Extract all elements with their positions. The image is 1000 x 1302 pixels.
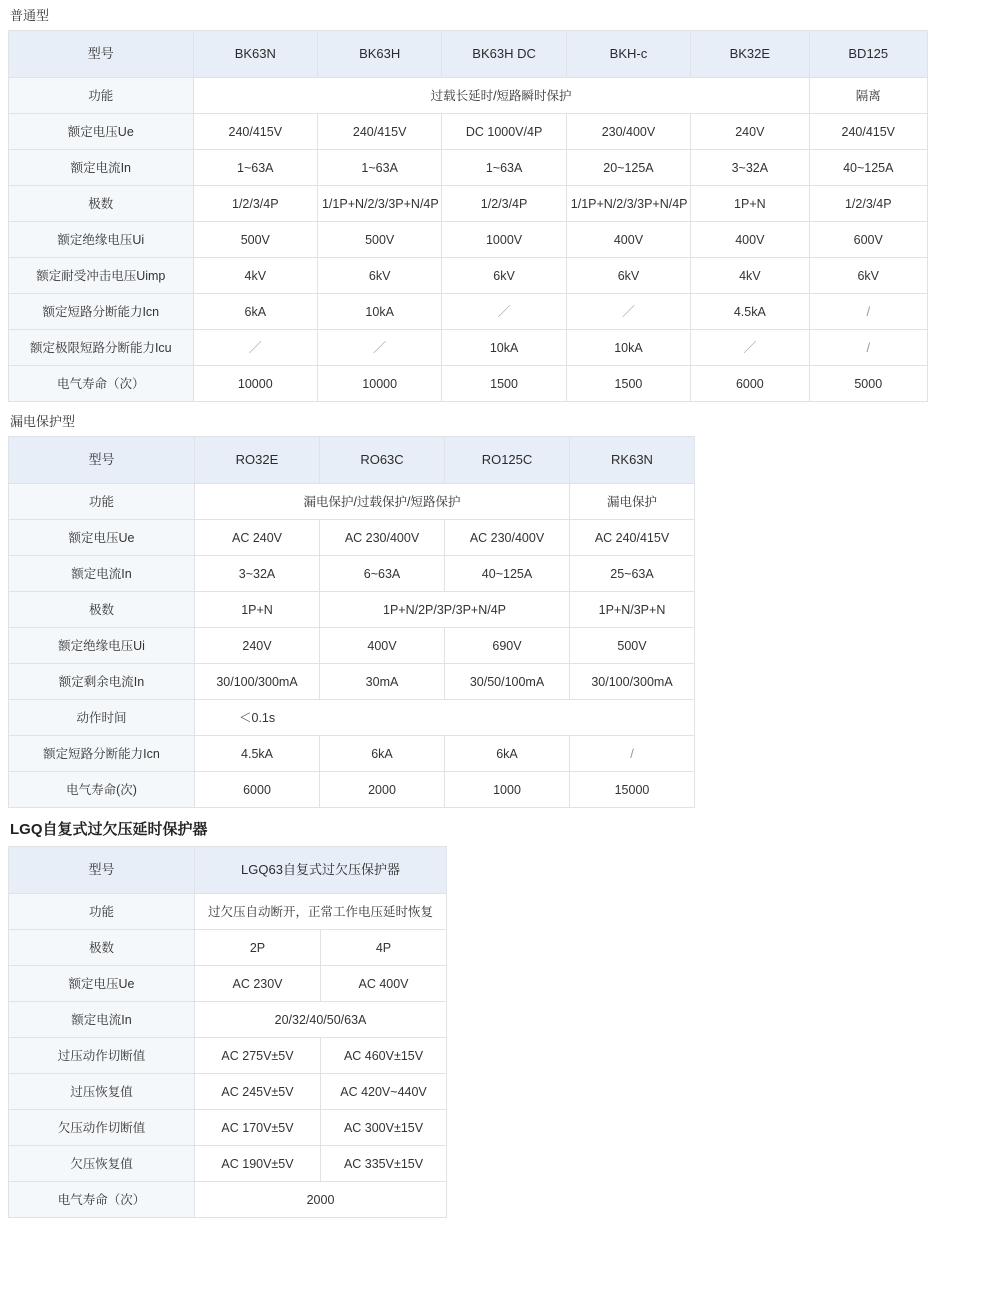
- table-header-row: [9, 437, 695, 484]
- row-label: 过压恢复值: [9, 1074, 195, 1110]
- table-cell: AC 400V: [321, 966, 447, 1002]
- table-cell: 600V: [809, 222, 927, 258]
- spec-table-lgq: [8, 846, 447, 1218]
- table-cell: 1500: [442, 366, 566, 402]
- row-label: 额定绝缘电压Ui: [9, 222, 194, 258]
- table-cell: 30/100/300mA: [195, 664, 320, 700]
- table-cell: 20/32/40/50/63A: [195, 1002, 447, 1038]
- row-label: 功能: [9, 78, 194, 114]
- table-cell: 500V: [193, 222, 317, 258]
- table-cell: 10kA: [566, 330, 690, 366]
- table-row: [9, 294, 928, 330]
- table-cell: 1/2/3/4P: [193, 186, 317, 222]
- row-label: 极数: [9, 592, 195, 628]
- table-cell: ／: [442, 294, 566, 330]
- table-cell: 6kA: [193, 294, 317, 330]
- table-cell: ／: [691, 330, 809, 366]
- table-cell: AC 170V±5V: [195, 1110, 321, 1146]
- row-label: 极数: [9, 930, 195, 966]
- table-row: [9, 484, 695, 520]
- table-cell: 1P+N/3P+N: [570, 592, 695, 628]
- row-label: 电气寿命(次): [9, 772, 195, 808]
- table-cell: 4P: [321, 930, 447, 966]
- table-cell: 30/100/300mA: [570, 664, 695, 700]
- table-cell: 1000: [445, 772, 570, 808]
- table-cell: 6kV: [442, 258, 566, 294]
- table-row: [9, 1038, 447, 1074]
- table-cell: 6000: [691, 366, 809, 402]
- table-cell: 690V: [445, 628, 570, 664]
- row-label: 欠压恢复值: [9, 1146, 195, 1182]
- table-row: [9, 1074, 447, 1110]
- table-cell: 240/415V: [809, 114, 927, 150]
- table-cell: 400V: [320, 628, 445, 664]
- table-cell: 过载长延时/短路瞬时保护: [193, 78, 809, 114]
- table-cell: AC 230/400V: [445, 520, 570, 556]
- table-row: [9, 258, 928, 294]
- table-cell: 6kV: [809, 258, 927, 294]
- table-cell: ／: [566, 294, 690, 330]
- section-title-normal: 普通型: [10, 8, 50, 23]
- table-cell: 1/1P+N/2/3/3P+N/4P: [317, 186, 441, 222]
- table-row: [9, 78, 928, 114]
- table-cell: 30mA: [320, 664, 445, 700]
- table-cell: AC 190V±5V: [195, 1146, 321, 1182]
- table-cell: 230/400V: [566, 114, 690, 150]
- table-cell: 漏电保护/过载保护/短路保护: [195, 484, 570, 520]
- table-cell: 1P+N: [691, 186, 809, 222]
- table-row: [9, 628, 695, 664]
- table-cell: AC 245V±5V: [195, 1074, 321, 1110]
- table-cell: 5000: [809, 366, 927, 402]
- column-header: 型号: [9, 437, 195, 484]
- table-row: [9, 556, 695, 592]
- table-cell: /: [809, 294, 927, 330]
- table-row: [9, 1110, 447, 1146]
- row-label: 额定电流In: [9, 150, 194, 186]
- column-header: BKH-c: [566, 31, 690, 78]
- table-cell: 400V: [566, 222, 690, 258]
- column-header: BK63H: [317, 31, 441, 78]
- spec-table-normal: [8, 30, 928, 402]
- row-label: 额定极限短路分断能力Icu: [9, 330, 194, 366]
- table-cell: ／: [193, 330, 317, 366]
- table-cell: 1~63A: [193, 150, 317, 186]
- table-row: [9, 894, 447, 930]
- table-row: [9, 1002, 447, 1038]
- column-header: RO125C: [445, 437, 570, 484]
- section-title-lgq: LGQ自复式过欠压延时保护器: [10, 821, 208, 838]
- table-cell: AC 335V±15V: [321, 1146, 447, 1182]
- table-cell: 15000: [570, 772, 695, 808]
- row-label: 额定电压Ue: [9, 114, 194, 150]
- table-row: [9, 366, 928, 402]
- row-label: 额定短路分断能力Icn: [9, 294, 194, 330]
- table-cell: 6kA: [445, 736, 570, 772]
- row-label: 欠压动作切断值: [9, 1110, 195, 1146]
- table-row: [9, 772, 695, 808]
- table-cell: 6kA: [320, 736, 445, 772]
- table-cell: 25~63A: [570, 556, 695, 592]
- table-cell: 隔离: [809, 78, 927, 114]
- table-cell: 漏电保护: [570, 484, 695, 520]
- table-row: [9, 222, 928, 258]
- section-title-leakage: 漏电保护型: [10, 414, 76, 429]
- row-label: 额定绝缘电压Ui: [9, 628, 195, 664]
- table-cell: AC 240V: [195, 520, 320, 556]
- table-cell: AC 460V±15V: [321, 1038, 447, 1074]
- table-cell: 2P: [195, 930, 321, 966]
- table-cell: 1/2/3/4P: [809, 186, 927, 222]
- column-header: BK32E: [691, 31, 809, 78]
- table-cell: 6~63A: [320, 556, 445, 592]
- table-cell: ＜0.1s: [195, 700, 695, 736]
- column-header: LGQ63自复式过欠压保护器: [195, 847, 447, 894]
- table-cell: 400V: [691, 222, 809, 258]
- row-label: 功能: [9, 484, 195, 520]
- row-label: 额定耐受冲击电压Uimp: [9, 258, 194, 294]
- row-label: 额定电压Ue: [9, 966, 195, 1002]
- table-cell: AC 230V: [195, 966, 321, 1002]
- table-row: [9, 1146, 447, 1182]
- table-header-row: [9, 847, 447, 894]
- table-cell: 40~125A: [445, 556, 570, 592]
- table-row: [9, 966, 447, 1002]
- table-cell: 1~63A: [317, 150, 441, 186]
- row-label: 电气寿命（次）: [9, 366, 194, 402]
- table-row: [9, 930, 447, 966]
- table-cell: 4kV: [193, 258, 317, 294]
- column-header: BK63N: [193, 31, 317, 78]
- table-row: [9, 150, 928, 186]
- column-header: RO63C: [320, 437, 445, 484]
- table-row: [9, 520, 695, 556]
- row-label: 极数: [9, 186, 194, 222]
- row-label: 电气寿命（次）: [9, 1182, 195, 1218]
- column-header: BD125: [809, 31, 927, 78]
- table-cell: 500V: [317, 222, 441, 258]
- table-cell: 4.5kA: [691, 294, 809, 330]
- table-cell: 1/2/3/4P: [442, 186, 566, 222]
- table-row: [9, 736, 695, 772]
- table-cell: 10000: [317, 366, 441, 402]
- table-row: [9, 330, 928, 366]
- table-row: [9, 592, 695, 628]
- table-cell: 240V: [691, 114, 809, 150]
- row-label: 额定电流In: [9, 1002, 195, 1038]
- table-cell: AC 230/400V: [320, 520, 445, 556]
- table-cell: /: [809, 330, 927, 366]
- table-cell: 30/50/100mA: [445, 664, 570, 700]
- table-cell: 240V: [195, 628, 320, 664]
- table-cell: 240/415V: [193, 114, 317, 150]
- row-label: 额定剩余电流In: [9, 664, 195, 700]
- table-cell: DC 1000V/4P: [442, 114, 566, 150]
- column-header: RK63N: [570, 437, 695, 484]
- table-cell: 1000V: [442, 222, 566, 258]
- table-row: [9, 186, 928, 222]
- table-cell: 6kV: [566, 258, 690, 294]
- column-header: BK63H DC: [442, 31, 566, 78]
- table-row: [9, 700, 695, 736]
- table-cell: 500V: [570, 628, 695, 664]
- table-cell: AC 275V±5V: [195, 1038, 321, 1074]
- table-cell: 1P+N: [195, 592, 320, 628]
- spec-table-leakage: [8, 436, 695, 808]
- table-cell: 10kA: [442, 330, 566, 366]
- table-cell: 1/1P+N/2/3/3P+N/4P: [566, 186, 690, 222]
- table-row: [9, 1182, 447, 1218]
- table-cell: /: [570, 736, 695, 772]
- row-label: 过压动作切断值: [9, 1038, 195, 1074]
- table-cell: 1P+N/2P/3P/3P+N/4P: [320, 592, 570, 628]
- table-cell: 2000: [320, 772, 445, 808]
- section-lgq-protector: [8, 818, 992, 1218]
- table-cell: 4.5kA: [195, 736, 320, 772]
- table-cell: 6kV: [317, 258, 441, 294]
- table-cell: 3~32A: [691, 150, 809, 186]
- row-label: 额定短路分断能力Icn: [9, 736, 195, 772]
- table-row: [9, 664, 695, 700]
- table-row: [9, 114, 928, 150]
- table-cell: 40~125A: [809, 150, 927, 186]
- table-cell: 10kA: [317, 294, 441, 330]
- table-cell: 4kV: [691, 258, 809, 294]
- table-cell: 240/415V: [317, 114, 441, 150]
- table-cell: 20~125A: [566, 150, 690, 186]
- table-cell: AC 300V±15V: [321, 1110, 447, 1146]
- row-label: 额定电流In: [9, 556, 195, 592]
- table-cell: 3~32A: [195, 556, 320, 592]
- table-cell: AC 420V~440V: [321, 1074, 447, 1110]
- row-label: 动作时间: [9, 700, 195, 736]
- table-cell: 过欠压自动断开，正常工作电压延时恢复: [195, 894, 447, 930]
- row-label: 功能: [9, 894, 195, 930]
- table-cell: 6000: [195, 772, 320, 808]
- table-cell: 10000: [193, 366, 317, 402]
- table-header-row: [9, 31, 928, 78]
- section-leakage-type: [8, 412, 992, 808]
- column-header: RO32E: [195, 437, 320, 484]
- table-cell: 1500: [566, 366, 690, 402]
- column-header: 型号: [9, 31, 194, 78]
- section-normal-type: [8, 6, 992, 402]
- table-cell: ／: [317, 330, 441, 366]
- table-cell: AC 240/415V: [570, 520, 695, 556]
- row-label: 额定电压Ue: [9, 520, 195, 556]
- table-cell: 2000: [195, 1182, 447, 1218]
- column-header: 型号: [9, 847, 195, 894]
- table-cell: 1~63A: [442, 150, 566, 186]
